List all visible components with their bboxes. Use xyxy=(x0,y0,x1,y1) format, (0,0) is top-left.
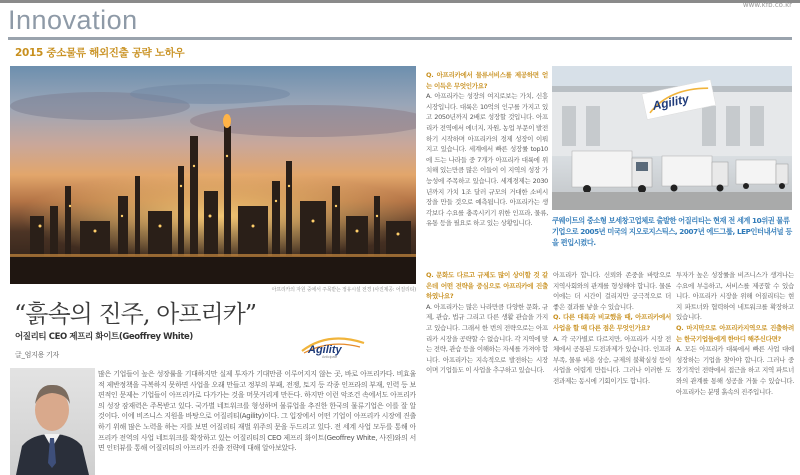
agility-logo-text: Agility xyxy=(308,344,342,356)
interview-column-a xyxy=(426,70,548,260)
refinery-illustration xyxy=(10,66,416,284)
warehouse-photo-caption: 쿠웨이트의 중소형 보세창고업체로 출발한 어질리티는 현재 전 세계 10위권 물류기업으로 2005년 미국의 지오로지스틱스, 2007년 에드그룹, LEP인터내셔널 등을 편입시켰다. xyxy=(552,216,792,247)
agility-logo-mark xyxy=(298,333,368,359)
article-kicker: 2015 중소물류 해외진출 공략 노하우 xyxy=(15,47,185,59)
ceo-portrait xyxy=(10,368,95,475)
answer-4: A. 모든 아프리카 대륙에서 빠른 사업 대에 성장하는 기업을 찾아야 합니다. 그러나 중장기적인 전략에서 접근을 하고 지역 파트너와의 관계를 통해 성공을 거둘 수 있습니다. 아프리카는 분명 흙속의 진주입니다. xyxy=(676,345,794,396)
interview-column-c xyxy=(553,270,671,475)
section-title-rule xyxy=(8,37,792,40)
answer-2-continued: 아프리카 합니다. 신뢰와 존중을 바탕으로 지역사회와의 관계를 형성해야 합니다. 물론 이에는 더 시간이 걸리지만 궁극적으로 더 좋은 결과를 낳을 수 있습니다. xyxy=(553,271,671,311)
warehouse-banner-text: Agility xyxy=(651,91,690,113)
question-3: Q. 다른 대륙과 비교했을 때, 아프리카에서 사업을 할 때 다른 점은 무엇인가요? xyxy=(553,313,671,332)
agility-logo xyxy=(298,333,368,359)
agility-logo-tagline: Anticipate xyxy=(322,355,338,359)
warehouse-trucks-photo xyxy=(552,66,792,210)
hero-photo-caption: 아프리카의 자원 중에서 주목받는 정유시설 전경 (사진제공: 어질리티) xyxy=(271,287,416,293)
reporter-credit: 글_엄지용 기자 xyxy=(15,351,59,359)
top-rule xyxy=(0,0,800,3)
interview-column-d xyxy=(676,270,794,475)
answer-1: A. 아프리카는 성장의 여지로보는 가치, 신흥시장입니다. 대륙은 10억의 인구를 가지고 있고 2050년까지 2배로 성장할 것입니다. 아프리카 전역에서 에너지, 자원, 농업 부문이 발전하기 시작하며 아프리카의 경제 성장이 이뤄지고 있습니다. 세계에서 빠른 성장률 top10에 드는 나라들 중 7개가 아프리카 대륙에 위치해 있는만큼 많은 이들이 이 지역의 성장 가능성에 주목하고 있습니다. 세계경제는 2030년까지 가치 1조 달러 규모의 거대한 소비시장을 만들 것으로 예측됩니다. 아프리카는 생각보다 수요를 충족시키기 위한 인프라, 물류, 유통 등을 필요로 하고 있는 상황입니다. xyxy=(426,92,548,228)
warehouse-trucks-illustration xyxy=(552,66,792,210)
answer-3: A. 각 국가별로 다르지만, 아프리카 시장 전체에서 공통된 도전과제가 있습니다. 인프라 부족, 물류 비용 상승, 규제의 불확실성 등이 사업을 어렵게 만듭니다. 그러나 이러한 도전과제는 동시에 기회이기도 합니다. xyxy=(553,334,671,385)
article-byline: 어질리티 CEO 제프리 화이트(Geoffrey White) xyxy=(15,332,193,342)
section-title: Innovation xyxy=(8,5,138,35)
question-2: Q. 문화도 다르고 규제도 많이 상이할 것 같은데 어떤 전략을 중심으로 아프리카에 진출하였나요? xyxy=(426,271,548,301)
article-lead-paragraph: 많은 기업들이 높은 성장률을 기대하지만 실제 투자가 기대만큼 이루어지지 않는 곳, 바로 아프리카다. 비효율적 제반정책을 극복하지 못하면 사업을 오래 만들고 정부의 부패, 전쟁, 토지 등 각종 인프라의 부재, 인력 등 보편적인 문제는 기업들이 아프리카로 다가가는 것을 머뭇거리게 만든다. 하지만 이런 악조건 속에서도 아프리카의 성장 잠재력은 주목받고 있다. 국가별 네트워크를 형성하며 물류업을 추진한 한국의 물류기업은 이를 잘 알 것이다. 이에 비즈니스 지원을 바탕으로 어질리티(Agility)이다. 그 입장에서 어떤 기업이 아프리카 시장에 진출하기 위해 많은 노력을 하는 지를 보면 어질리티 재벌 위주의 문을 두드리고 있다. 전 세계 사업 모두를 통해 아프리카 전역의 사업 네트워크를 확장하고 있는 어질리티의 CEO 제프리 화이트(Geoffrey White, 사진)와의 서면 인터뷰를 통해 어질리티의 아프리카 진출 전략에 대해 알아보았다. xyxy=(98,370,416,453)
ceo-portrait-illustration xyxy=(10,368,95,475)
interview-column-b xyxy=(426,270,548,475)
hero-photo-refinery xyxy=(10,66,416,284)
article-headline: “흙속의 진주, 아프리카” xyxy=(14,300,257,328)
page-url[interactable]: www.kfb.co.kr xyxy=(742,1,792,9)
question-4: Q. 마지막으로 아프리카지역으로 진출하려는 한국기업들에게 한마디 해주신다면? xyxy=(676,323,794,343)
answer-3-continued: 투자가 높은 성장률을 비즈니스가 생겨나는 수요에 부응하고, 서비스를 제공할 수 있습니다. 아프리카 시장을 위해 어질리티는 현지 파트너와 협력하여 네트워크를 확장하고 있습니다. xyxy=(676,271,794,322)
question-1: Q. 아프리카에서 물류서비스를 제공하면 얻는 이득은 무엇인가요? xyxy=(426,71,548,90)
answer-2: A. 아프리카는 많은 나라만큼 다양한 문화, 규제, 관습, 법규 그리고 다른 생활 관습을 가지고 있습니다. 그래서 한 번의 전략으로는 아프리카 시장을 공략할 수 없습니다. 각 지역에 맞는 전략, 관습 등을 이해하는 자세를 가져야 합니다. 아프리카는 지속적으로 발전하는 시장이며 기업들도 이 사업을 추구하고 있습니다. xyxy=(426,302,548,375)
